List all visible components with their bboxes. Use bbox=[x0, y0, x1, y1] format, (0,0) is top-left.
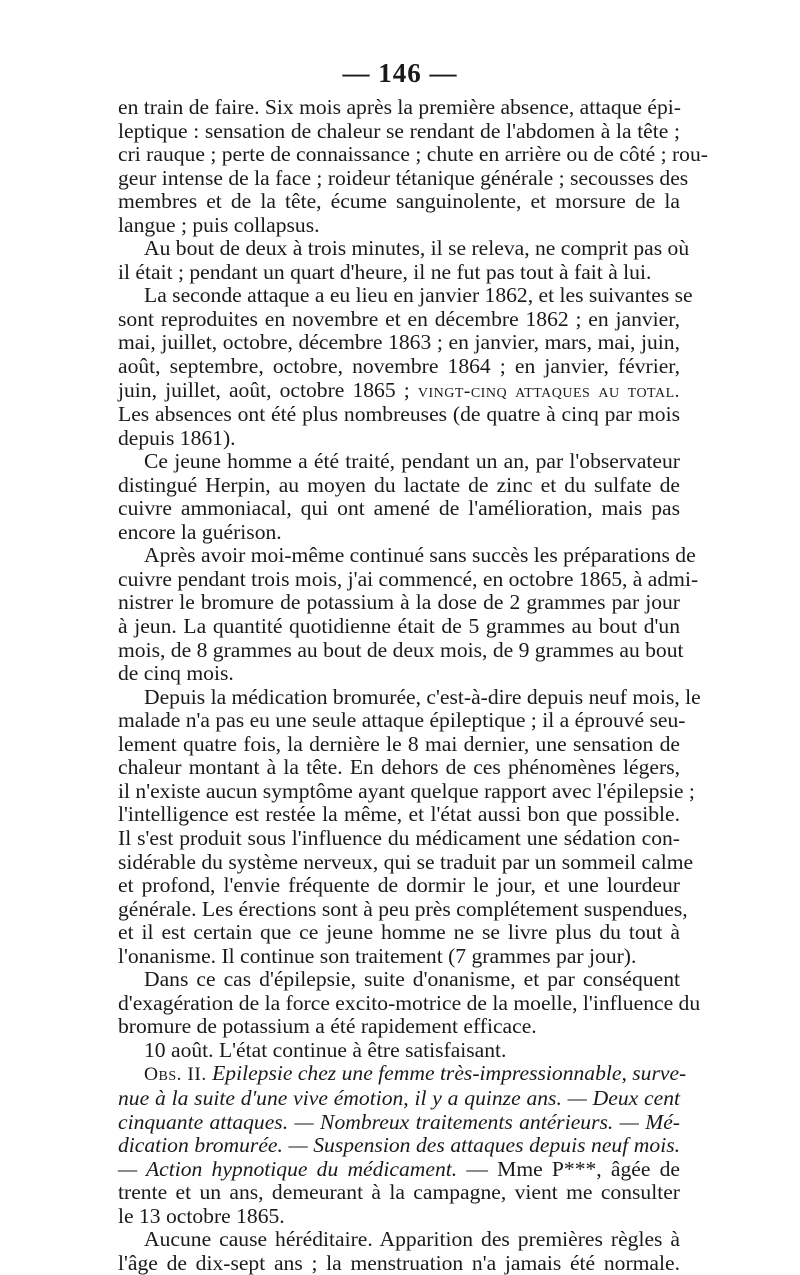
text-line bbox=[118, 379, 680, 404]
text-line bbox=[118, 990, 701, 1016]
text-line bbox=[118, 236, 690, 261]
observation-title: Epilepsie chez une femme très-impressionnable, surve- bbox=[206, 1061, 687, 1086]
line-text: geur intense de la face ; roideur tétanique générale ; secousses des bbox=[118, 165, 689, 190]
text-line bbox=[118, 214, 680, 238]
line-text: l'âge de dix-sept ans ; la menstruation n'a jamais été normale. bbox=[118, 1250, 680, 1275]
text-line bbox=[118, 849, 694, 875]
text-line bbox=[118, 566, 699, 592]
line-text: cuivre ammoniacal, qui ont amené de l'amélioration, mais pas bbox=[118, 496, 680, 521]
text-line bbox=[118, 708, 686, 733]
line-text: Depuis la médication bromurée, c'est-à-dire depuis neuf mois, le bbox=[144, 684, 701, 709]
line-text: Il s'est produit sous l'influence du médicament une sédation con- bbox=[118, 825, 680, 850]
line-text: en train de faire. Six mois après la première absence, attaque épi- bbox=[118, 95, 681, 119]
page-number: — 146 — bbox=[342, 58, 458, 88]
line-text: — Mme P***, âgée de bbox=[457, 1156, 680, 1181]
line-text: chaleur montant à la tête. En dehors de ces phénomènes légers, bbox=[118, 755, 680, 780]
observation-label: Obs. II. bbox=[144, 1064, 207, 1086]
text-line bbox=[118, 450, 680, 474]
line-text: 10 août. L'état continue à être satisfaisant. bbox=[144, 1037, 507, 1062]
line-text: La seconde attaque a eu lieu en janvier 1862, et les suivantes se bbox=[144, 283, 693, 308]
line-text: Aucune cause héréditaire. Apparition des premières règles à bbox=[144, 1227, 680, 1252]
observation-title: nue à la suite d'une vive émotion, il y a quinze ans. — Deux cent bbox=[118, 1085, 680, 1110]
line-text: le 13 octobre 1865. bbox=[118, 1203, 285, 1228]
text-line bbox=[118, 1205, 680, 1229]
text-line bbox=[118, 1134, 680, 1158]
small-caps-text: vingt-cinq attaques au total. bbox=[417, 380, 681, 402]
text-line bbox=[118, 190, 680, 214]
line-text: sont reproduites en novembre et en décembre 1862 ; en janvier, bbox=[118, 306, 680, 331]
text-line bbox=[118, 261, 680, 285]
line-text: trente et un ans, demeurant à la campagne, vient me consulter bbox=[118, 1180, 680, 1205]
line-text: de cinq mois. bbox=[118, 661, 234, 686]
line-text: sidérable du système nerveux, qui se traduit par un sommeil calme bbox=[118, 849, 694, 874]
text-line bbox=[118, 591, 680, 615]
line-text: Les absences ont été plus nombreuses (de quatre à cinq par mois bbox=[118, 402, 680, 427]
text-line bbox=[118, 945, 680, 969]
line-text: Au bout de deux à trois minutes, il se releva, ne comprit pas où bbox=[144, 236, 690, 261]
text-line bbox=[118, 1015, 680, 1039]
line-text: nistrer le bromure de potassium à la dose de 2 grammes par jour bbox=[118, 590, 680, 615]
text-line bbox=[118, 921, 680, 945]
text-line bbox=[118, 1158, 680, 1182]
text-line bbox=[118, 355, 680, 379]
text-line bbox=[118, 142, 708, 167]
text-line bbox=[118, 283, 693, 308]
text-line bbox=[118, 778, 695, 804]
text-line bbox=[118, 427, 680, 451]
text-line bbox=[118, 308, 680, 332]
line-text: l'intelligence est restée la même, et l'état aussi bon que possible. bbox=[118, 802, 680, 827]
text-line bbox=[118, 1061, 687, 1087]
line-text: lement quatre fois, la dernière le 8 mai dernier, une sensation de bbox=[118, 731, 680, 756]
line-text: distingué Herpin, au moyen du lactate de zinc et du sulfate de bbox=[118, 472, 680, 497]
text-line bbox=[118, 1111, 680, 1135]
line-text: d'exagération de la force excito-motrice de la moelle, l'influence du bbox=[118, 990, 701, 1015]
text-line bbox=[118, 896, 688, 922]
line-text: août, septembre, octobre, novembre 1864 ; en janvier, février, bbox=[118, 354, 680, 379]
text-line bbox=[118, 1087, 680, 1111]
text-line bbox=[118, 968, 680, 992]
line-text: l'onanisme. Il continue son traitement (7 grammes par jour). bbox=[118, 943, 637, 968]
line-text: et profond, l'envie fréquente de dormir le jour, et une lourdeur bbox=[118, 873, 680, 898]
text-line bbox=[118, 1252, 680, 1275]
line-text: Après avoir moi-même continué sans succès les préparations de bbox=[144, 543, 696, 568]
text-line bbox=[118, 474, 680, 498]
text-line bbox=[118, 662, 680, 686]
text-line bbox=[118, 403, 680, 427]
text-line bbox=[118, 543, 696, 568]
text-line bbox=[118, 827, 680, 851]
line-text: il n'existe aucun symptôme ayant quelque rapport avec l'épilepsie ; bbox=[118, 778, 695, 803]
line-text: membres et de la tête, écume sanguinolente, et morsure de la bbox=[118, 189, 680, 214]
text-line bbox=[118, 1228, 680, 1252]
text-line bbox=[118, 756, 680, 780]
text-line bbox=[118, 733, 680, 757]
text-line bbox=[118, 521, 680, 545]
text-line bbox=[118, 615, 680, 639]
text-line bbox=[118, 637, 684, 663]
line-text: il était ; pendant un quart d'heure, il ne fut pas tout à fait à lui. bbox=[118, 259, 652, 284]
line-text: Ce jeune homme a été traité, pendant un an, par l'observateur bbox=[144, 449, 680, 474]
line-text: générale. Les érections sont à peu près complétement suspendues, bbox=[118, 896, 688, 921]
text-line bbox=[118, 96, 680, 120]
text-line bbox=[118, 1039, 680, 1063]
line-text: depuis 1861). bbox=[118, 425, 236, 450]
observation-title: — Action hypnotique du médicament. bbox=[118, 1156, 458, 1181]
text-line bbox=[118, 874, 680, 898]
observation-title: cinquante attaques. — Nombreux traitements antérieurs. — Mé- bbox=[118, 1109, 680, 1134]
line-text: bromure de potassium a été rapidement efficace. bbox=[118, 1014, 537, 1039]
text-line bbox=[118, 331, 680, 355]
line-text: langue ; puis collapsus. bbox=[118, 212, 320, 237]
text-line bbox=[118, 165, 689, 191]
line-text: Dans ce cas d'épilepsie, suite d'onanisme, et par conséquent bbox=[144, 967, 680, 992]
text-line bbox=[118, 803, 680, 827]
line-text: à jeun. La quantité quotidienne était de 5 grammes au bout d'un bbox=[118, 614, 680, 639]
text-line bbox=[118, 120, 680, 144]
observation-title: dication bromurée. — Suspension des attaques depuis neuf mois. bbox=[118, 1133, 680, 1158]
line-text: encore la guérison. bbox=[118, 519, 282, 544]
line-text: cuivre pendant trois mois, j'ai commencé, en octobre 1865, à admi- bbox=[118, 566, 699, 591]
line-text: juin, juillet, août, octobre 1865 ; bbox=[118, 377, 418, 402]
text-line bbox=[118, 1181, 680, 1205]
text-line bbox=[118, 497, 680, 521]
text-line bbox=[118, 684, 701, 710]
line-text: mai, juillet, octobre, décembre 1863 ; en janvier, mars, mai, juin, bbox=[118, 330, 680, 355]
line-text: et il est certain que ce jeune homme ne se livre plus du tout à bbox=[118, 920, 680, 945]
body-text bbox=[118, 95, 708, 1275]
line-text: mois, de 8 grammes au bout de deux mois, de 9 grammes au bout bbox=[118, 637, 684, 662]
line-text: cri rauque ; perte de connaissance ; chute en arrière ou de côté ; rou- bbox=[118, 142, 708, 167]
line-text: malade n'a pas eu une seule attaque épileptique ; il a éprouvé seu- bbox=[118, 708, 686, 733]
line-text: leptique : sensation de chaleur se rendant de l'abdomen à la tête ; bbox=[118, 118, 680, 143]
